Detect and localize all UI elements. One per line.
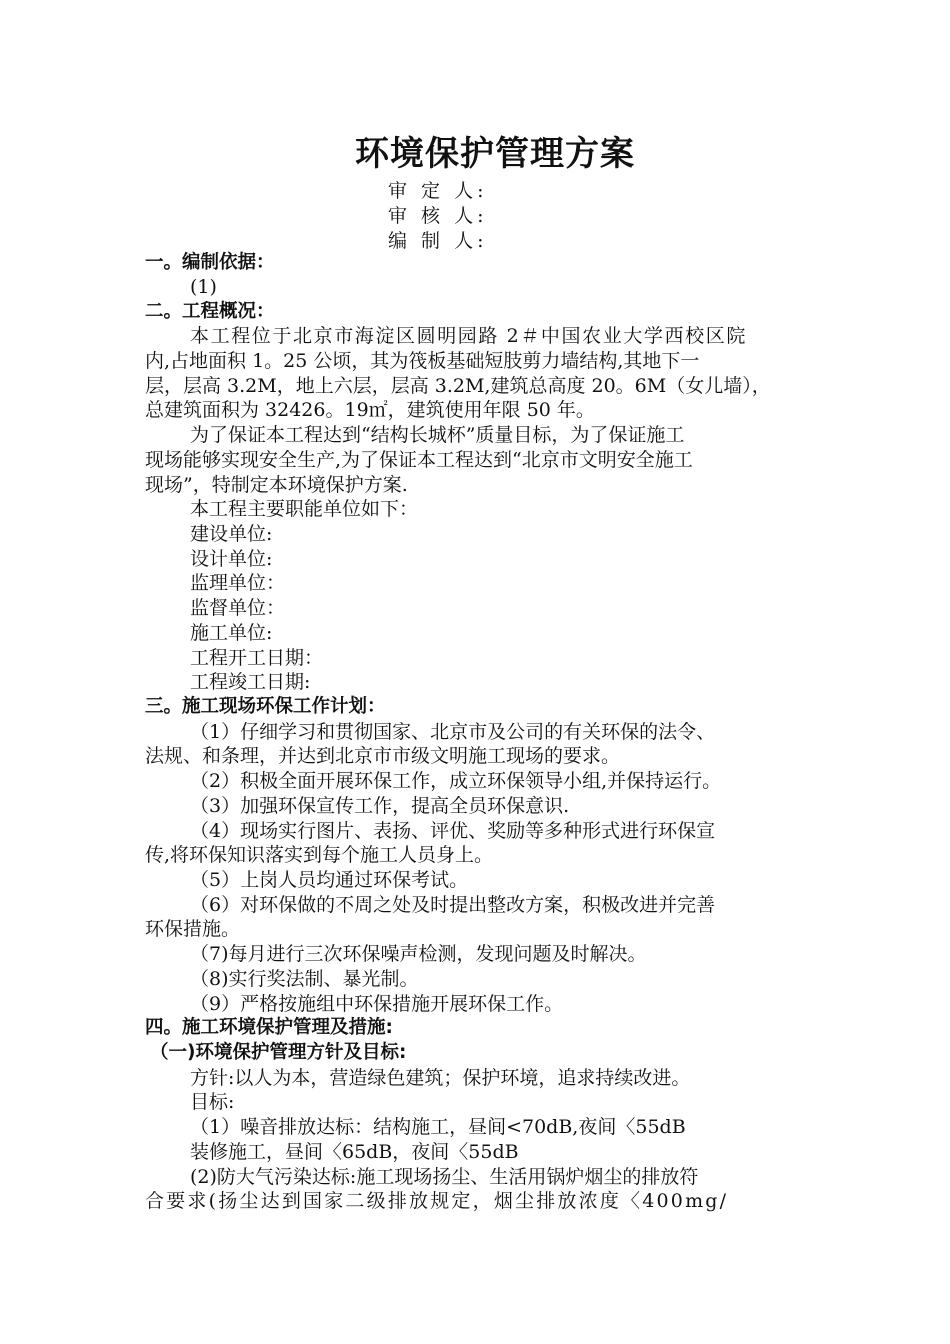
paragraph-line: 现场”，特制定本环境保护方案. <box>145 474 408 496</box>
paragraph-line: 总建筑面积为 32426。19㎡，建筑使用年限 50 年。 <box>145 399 595 421</box>
section-heading: 二。工程概况： <box>145 301 275 322</box>
unit-line: 建设单位: <box>190 523 273 545</box>
paragraph-line: 为了保证本工程达到“结构长城杯”质量目标，为了保证施工 <box>190 424 685 446</box>
unit-line: 施工单位: <box>190 622 273 644</box>
paragraph-line: （8)实行奖法制、暴光制。 <box>190 968 419 990</box>
unit-line: 监督单位： <box>190 597 286 619</box>
signature-approver: 审 定 人: <box>388 180 488 202</box>
paragraph-line: 传,将环保知识落实到每个施工人员身上。 <box>145 844 494 866</box>
paragraph-line: （2）积极全面开展环保工作，成立环保领导小组,并保持运行。 <box>190 770 722 792</box>
paragraph-line: （1）仔细学习和贯彻国家、北京市及公司的有关环保的法令、 <box>190 721 716 743</box>
subsection-heading: （一)环境保护管理方针及目标: <box>150 1042 407 1063</box>
paragraph-line: (1) <box>190 276 217 298</box>
paragraph-line: 法规、和条理，并达到北京市市级文明施工现场的要求。 <box>145 745 621 767</box>
paragraph-line: 装修施工，昼间〈65dB，夜间〈55dB <box>190 1141 519 1163</box>
paragraph-line: 合要求(扬尘达到国家二级排放规定，烟尘排放浓度〈400mg/ <box>145 1190 729 1212</box>
paragraph-line: 现场能够实现安全生产,为了保证本工程达到“北京市文明安全施工 <box>145 449 693 471</box>
paragraph-line: 环保措施。 <box>145 918 241 940</box>
unit-line: 监理单位： <box>190 572 286 594</box>
document-title: 环境保护管理方案 <box>355 134 635 174</box>
unit-line: 工程开工日期： <box>190 647 324 669</box>
unit-line: 工程竣工日期: <box>190 671 311 693</box>
paragraph-line: （9）严格按施组中环保措施开展环保工作。 <box>190 993 564 1015</box>
paragraph-line: 目标: <box>190 1091 235 1113</box>
signature-author: 编 制 人: <box>388 230 488 252</box>
paragraph-line: （4）现场实行图片、表扬、评优、奖励等多种形式进行环保宣 <box>190 820 716 842</box>
section-heading: 三。施工现场环保工作计划： <box>145 696 386 717</box>
paragraph-line: （6）对环保做的不周之处及时提出整改方案，积极改进并完善 <box>190 894 716 916</box>
unit-line: 设计单位: <box>190 548 273 570</box>
paragraph-line: （5）上岗人员均通过环保考试。 <box>190 869 469 891</box>
paragraph-line: 本工程位于北京市海淀区圆明园路 2＃中国农业大学西校区院 <box>190 325 747 347</box>
paragraph-line: （7)每月进行三次环保噪声检测，发现问题及时解决。 <box>190 943 647 965</box>
section-heading: 一。编制依据： <box>145 252 275 273</box>
paragraph-line: （3）加强环保宣传工作，提高全员环保意识. <box>190 795 570 817</box>
paragraph-line: (2)防大气污染达标:施工现场扬尘、生活用锅炉烟尘的排放符 <box>190 1166 699 1188</box>
paragraph-line: 内,占地面积 1。25 公顷，其为筏板基础短肢剪力墙结构,其地下一 <box>145 350 700 372</box>
paragraph-line: 方针:以人为本，营造绿色建筑；保护环境，追求持续改进。 <box>190 1067 691 1089</box>
paragraph-line: （1）噪音排放达标：结构施工，昼间<70dB,夜间〈55dB <box>190 1116 686 1138</box>
section-heading: 四。施工环境保护管理及措施: <box>145 1017 393 1038</box>
paragraph-line: 本工程主要职能单位如下： <box>190 498 419 520</box>
paragraph-line: 层，层高 3.2M，地上六层，层高 3.2M,建筑总高度 20。6M（女儿墙）， <box>145 375 771 397</box>
signature-reviewer: 审 核 人: <box>388 205 488 227</box>
